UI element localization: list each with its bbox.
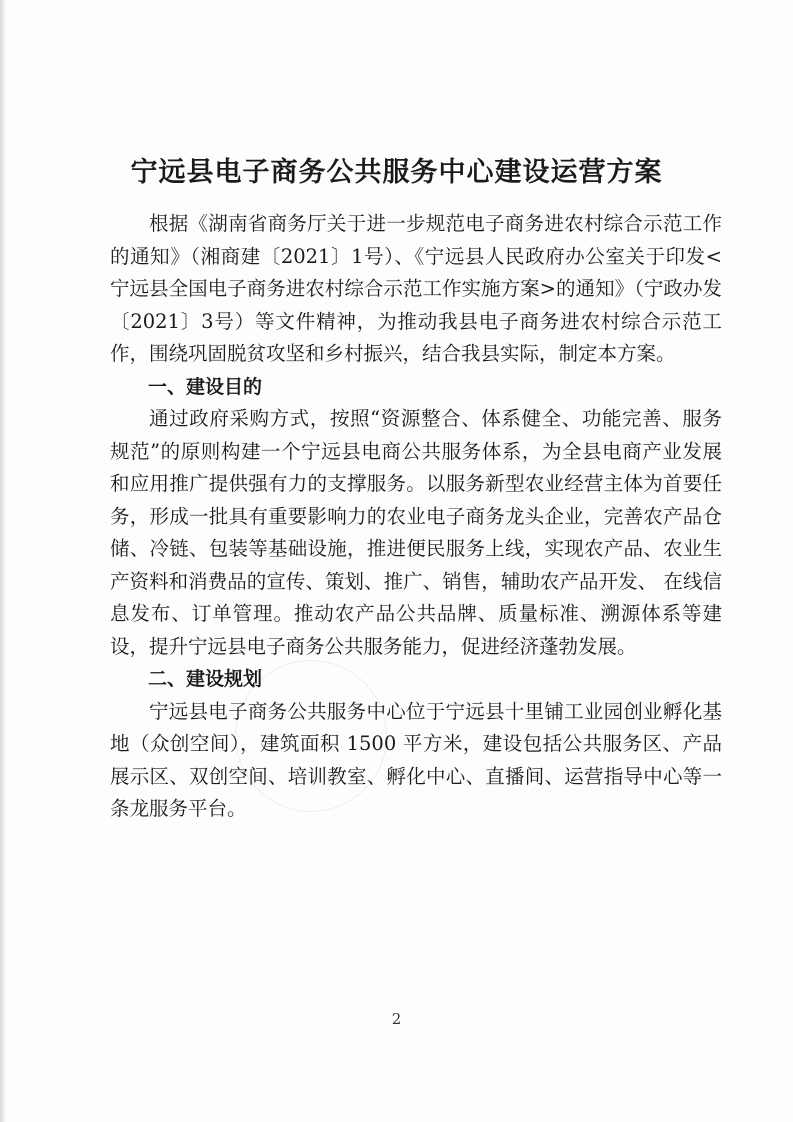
document-title: 宁远县电子商务公共服务中心建设运营方案: [130, 157, 663, 188]
section-heading-planning: 二、建设规划: [148, 668, 263, 690]
section-paragraph-planning: 宁远县电子商务公共服务中心位于宁远县十里铺工业园创业孵化基地（众创空间），建筑面积 1500 平方米，建设包括公共服务区、产品展示区、双创空间、培训教室、孵化中心、直播间、运营指导中心等一条龙服务平台。: [110, 699, 722, 820]
section-paragraph-purpose: 通过政府采购方式，按照“资源整合、体系健全、功能完善、服务规范”的原则构建一个宁远县电商公共服务体系，为全县电商产业发展和应用推广提供强有力的支撑服务。以服务新型农业经营主体为首要任务，形成一批具有重要影响力的农业电子商务龙头企业，完善农产品仓储、冷链、包装等基础设施，推进便民服务上线，实现农产品、农业生产资料和消费品的宣传、策划、推广、销售，辅助农产品开发、 在线信息发布、订单管理。推动农产品公共品牌、质量标准、溯源体系等建设，提升宁远县电子商务公共服务能力，促进经济蓬勃发展。: [110, 407, 722, 658]
document-body: [110, 208, 722, 826]
intro-paragraph: 根据《湖南省商务厅关于进一步规范电子商务进农村综合示范工作的通知》（湘商建〔2021〕1号）、《宁远县人民政府办公室关于印发<宁远县全国电子商务进农村综合示范工作实施方案>的通知》（宁政办发〔2021〕3号）等文件精神，为推动我县电子商务进农村综合示范工作，围绕巩固脱贫攻坚和乡村振兴，结合我县实际，制定本方案。: [110, 212, 722, 365]
page-number: 2: [391, 1010, 402, 1028]
section-heading-purpose: 一、建设目的: [148, 375, 263, 398]
